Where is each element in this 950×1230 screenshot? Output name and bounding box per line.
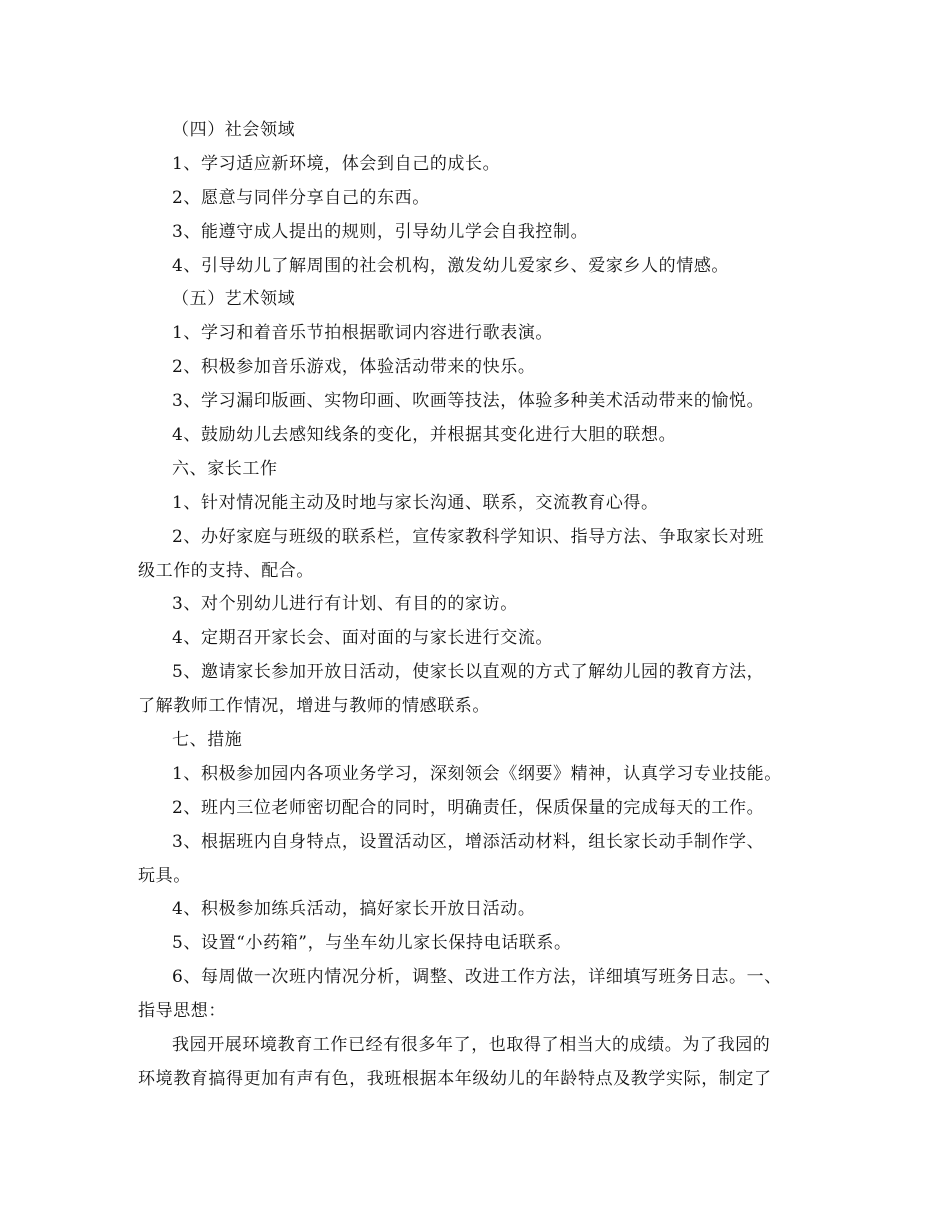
text-line: 4、积极参加练兵活动，搞好家长开放日活动。 xyxy=(172,899,536,920)
text-line: 6、每周做一次班内情况分析，调整、改进工作方法，详细填写班务日志。一、 xyxy=(172,967,782,988)
text-line: 七、措施 xyxy=(172,730,243,751)
text-line: 4、定期召开家长会、面对面的与家长进行交流。 xyxy=(172,628,554,649)
text-line: 了解教师工作情况，增进与教师的情感联系。 xyxy=(138,696,490,717)
text-line: 2、办好家庭与班级的联系栏，宣传家教科学知识、指导方法、争取家长对班 xyxy=(172,526,765,547)
text-line: （五）艺术领域 xyxy=(172,289,296,310)
text-line: 级工作的支持、配合。 xyxy=(138,560,314,581)
text-line: 1、积极参加园内各项业务学习，深刻领会《纲要》精神，认真学习专业技能。 xyxy=(172,763,782,784)
text-line: 指导思想： xyxy=(138,1001,226,1022)
text-line: 2、班内三位老师密切配合的同时，明确责任，保质保量的完成每天的工作。 xyxy=(172,797,765,818)
text-line: 3、学习漏印版画、实物印画、吹画等技法，体验多种美术活动带来的愉悦。 xyxy=(172,391,765,412)
text-line: 5、邀请家长参加开放日活动，使家长以直观的方式了解幼儿园的教育方法， xyxy=(172,662,765,683)
text-line: 2、积极参加音乐游戏，体验活动带来的快乐。 xyxy=(172,357,536,378)
text-line: 5、设置“小药箱”，与坐车幼儿家长保持电话联系。 xyxy=(172,933,572,954)
text-line: 3、根据班内自身特点，设置活动区，增添活动材料，组长家长动手制作学、 xyxy=(172,831,765,852)
text-line: 1、学习适应新环境，体会到自己的成长。 xyxy=(172,153,501,174)
text-line: 玩具。 xyxy=(138,865,191,886)
text-line: 1、学习和着音乐节拍根据歌词内容进行歌表演。 xyxy=(172,323,554,344)
text-line: （四）社会领域 xyxy=(172,120,296,140)
text-line: 1、针对情况能主动及时地与家长沟通、联系，交流教育心得。 xyxy=(172,492,659,513)
document-body xyxy=(138,114,828,1097)
text-line: 3、对个别幼儿进行有计划、有目的的家访。 xyxy=(172,594,518,615)
text-line: 我园开展环境教育工作已经有很多年了，也取得了相当大的成绩。为了我园的 xyxy=(172,1035,771,1056)
text-line: 2、愿意与同伴分享自己的东西。 xyxy=(172,187,430,208)
text-line: 3、能遵守成人提出的规则，引导幼儿学会自我控制。 xyxy=(172,221,589,242)
text-line: 六、家长工作 xyxy=(172,458,278,479)
text-line: 4、鼓励幼儿去感知线条的变化，并根据其变化进行大胆的联想。 xyxy=(172,425,677,446)
text-line: 4、引导幼儿了解周围的社会机构，激发幼儿爱家乡、爱家乡人的情感。 xyxy=(172,255,730,276)
text-line: 环境教育搞得更加有声有色，我班根据本年级幼儿的年龄特点及教学实际，制定了 xyxy=(138,1068,772,1089)
